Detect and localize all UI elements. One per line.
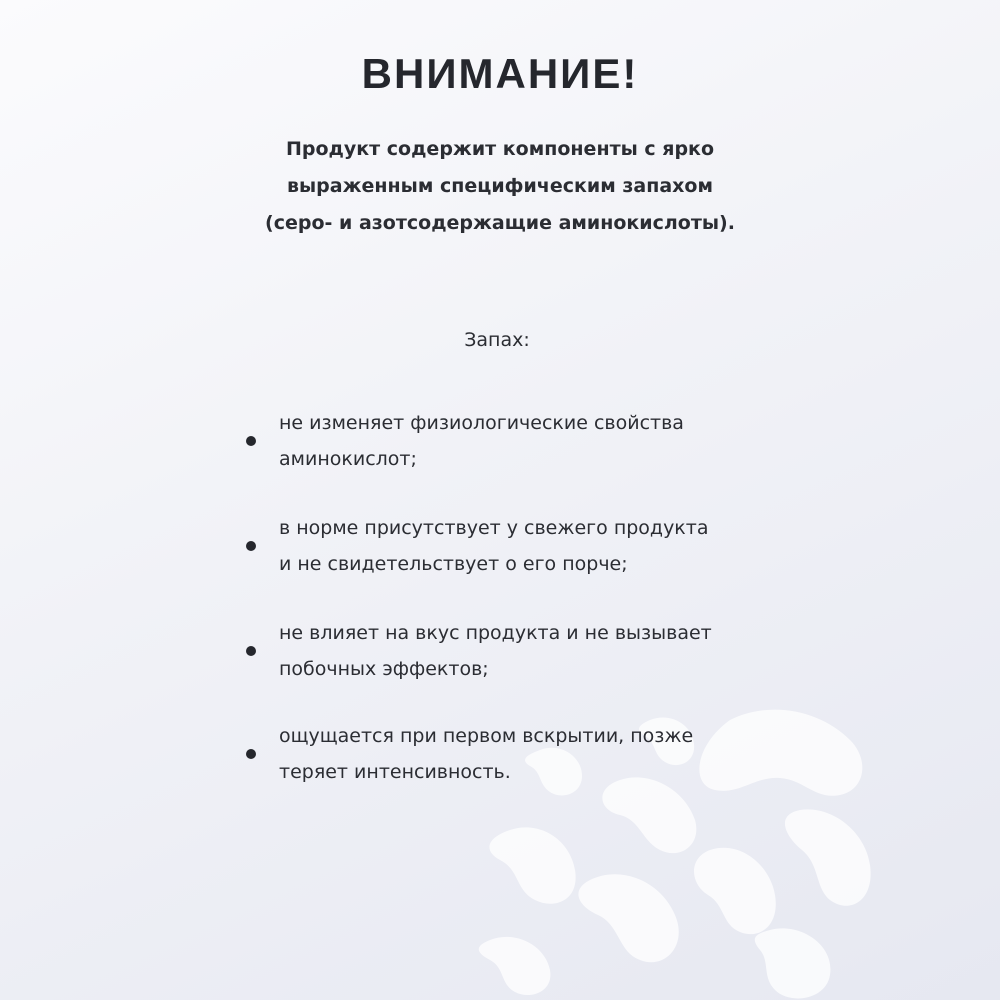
smell-label: Запах: [464, 329, 530, 351]
list-item-line: и не свидетельствует о его порче; [279, 553, 628, 575]
bullet-dot-icon [246, 646, 256, 656]
list-item-text [279, 718, 819, 790]
list-item-line: не влияет на вкус продукта и не вызывает [279, 622, 712, 644]
bullet-dot-icon [246, 436, 256, 446]
list-item-line: теряет интенсивность. [279, 761, 511, 783]
list-item-text [279, 510, 819, 582]
intro-line: Продукт содержит компоненты с ярко [285, 138, 715, 160]
list-item-text [279, 405, 819, 477]
list-item-line: побочных эффектов; [279, 658, 489, 680]
list-item-text [279, 615, 819, 687]
list-item-line: в норме присутствует у свежего продукта [279, 517, 709, 539]
intro-line: (серо- и азотсодержащие аминокислоты). [265, 212, 735, 234]
intro-line: выраженным специфическим запахом [286, 175, 714, 197]
list-item-line: аминокислот; [279, 448, 417, 470]
warning-heading: ВНИМАНИЕ! [361, 50, 639, 97]
list-item-line: ощущается при первом вскрытии, позже [279, 725, 694, 747]
bullet-dot-icon [246, 541, 256, 551]
list-item-line: не изменяет физиологические свойства [279, 412, 684, 434]
bullet-dot-icon [246, 749, 256, 759]
